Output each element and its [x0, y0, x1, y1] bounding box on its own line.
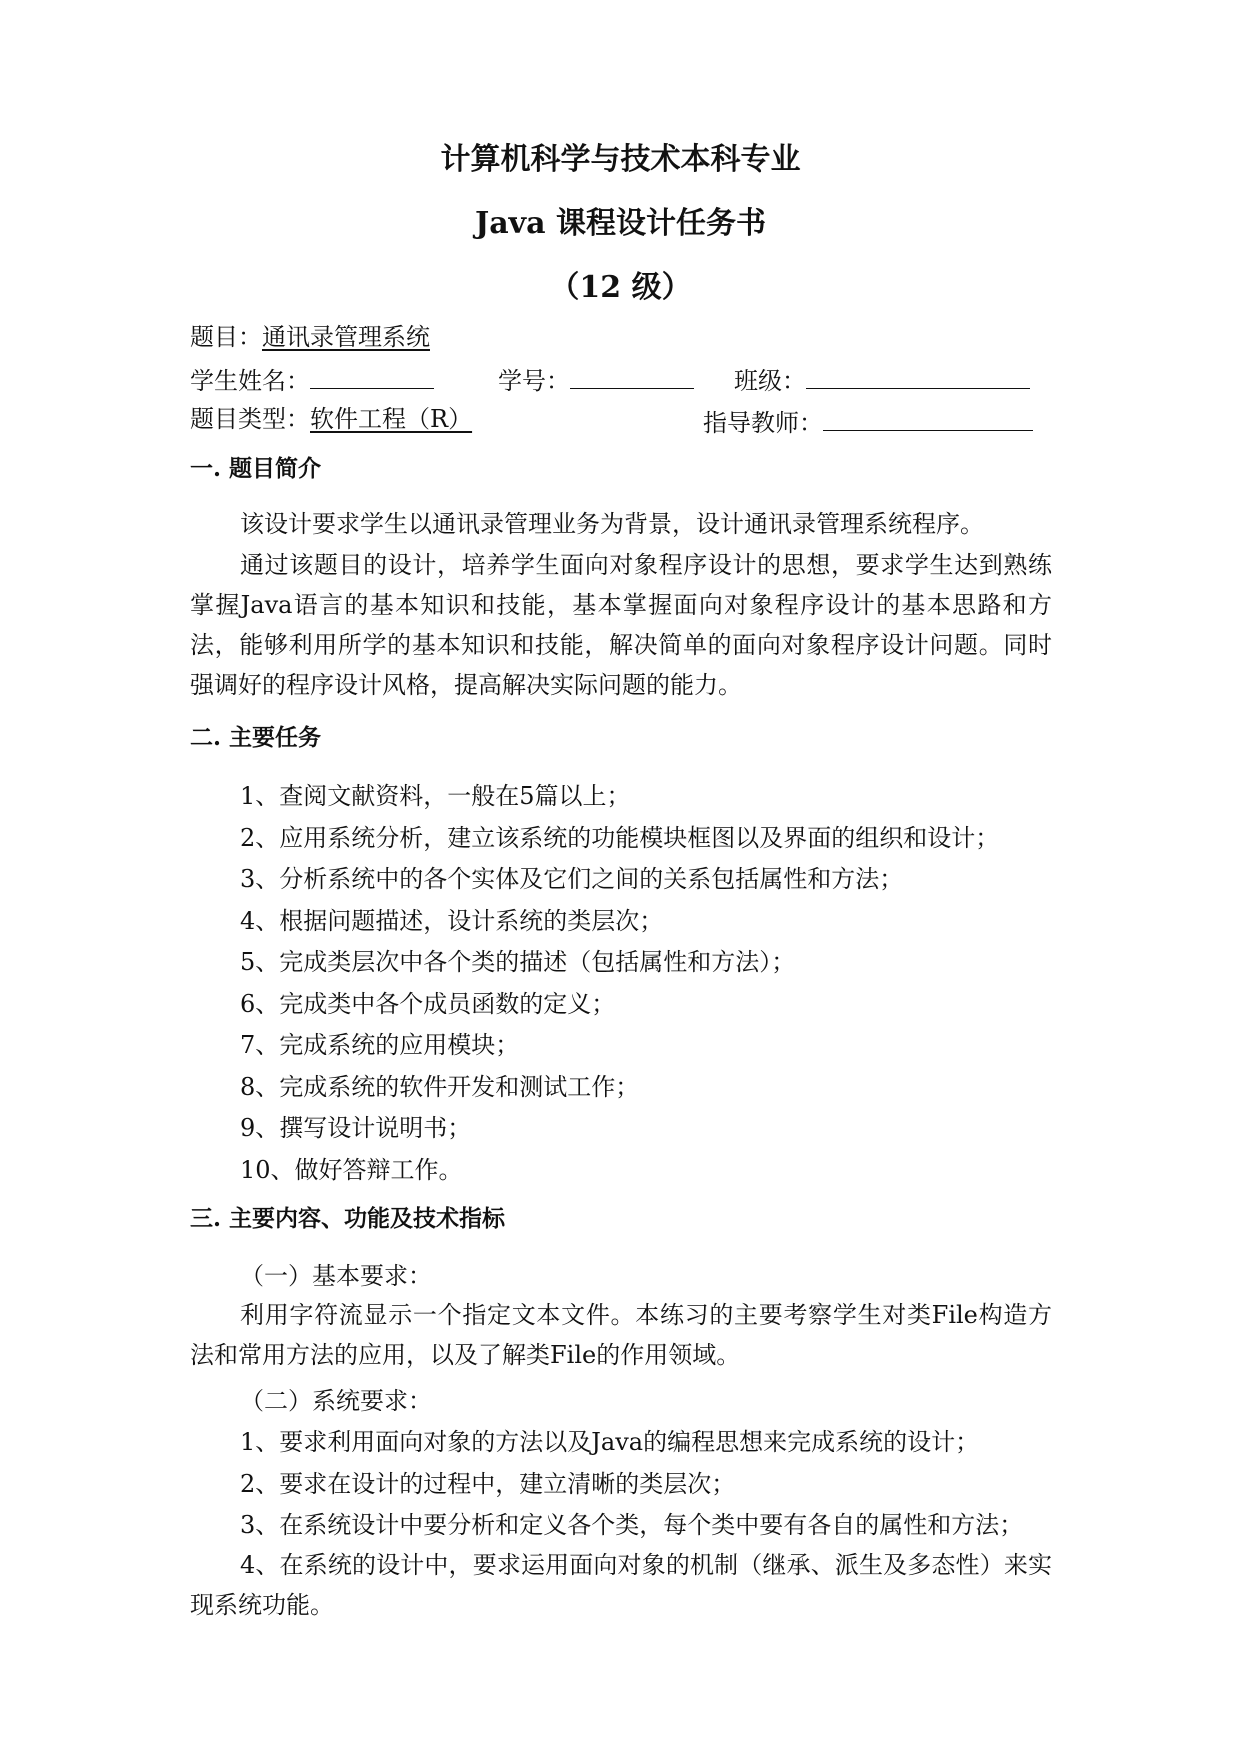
student-id-label: 学号：	[498, 367, 570, 395]
task-item: 2、应用系统分析，建立该系统的功能模块框图以及界面的组织和设计；	[240, 824, 1000, 852]
task-item: 8、完成系统的软件开发和测试工作；	[240, 1073, 640, 1101]
section1-heading: 一. 题目简介	[190, 455, 322, 482]
student-id-line	[498, 362, 694, 396]
student-name-blank	[310, 362, 434, 389]
document-subtitle: Java 课程设计任务书	[475, 206, 766, 241]
topic-type-line	[190, 404, 472, 434]
task-item: 5、完成类层次中各个类的描述（包括属性和方法）；	[240, 948, 796, 976]
class-blank	[806, 362, 1030, 389]
class-label: 班级：	[734, 367, 806, 395]
section2-heading: 二. 主要任务	[190, 724, 322, 751]
class-line	[734, 362, 1030, 396]
document-grade: （12 级）	[549, 270, 692, 305]
requirement-item: 2、要求在设计的过程中，建立清晰的类层次；	[240, 1470, 736, 1498]
basic-requirements-heading: （一）基本要求：	[240, 1262, 432, 1290]
task-item: 1、查阅文献资料，一般在5篇以上；	[240, 782, 631, 810]
topic-type-label: 题目类型：	[190, 405, 310, 433]
basic-requirements-text: 利用字符流显示一个指定文本文件。本练习的主要考察学生对类File构造方法和常用方法的应用，以及了解类File的作用领域。	[190, 1301, 1052, 1369]
system-requirements-heading: （二）系统要求：	[240, 1387, 432, 1415]
section1-paragraph-2: 通过该题目的设计，培养学生面向对象程序设计的思想，要求学生达到熟练掌握Java语言的基本知识和技能，基本掌握面向对象程序设计的基本思路和方法，能够利用所学的基本知识和技能，解决简单的面向对象程序设计问题。同时强调好的程序设计风格，提高解决实际问题的能力。	[190, 551, 1052, 699]
task-item: 3、分析系统中的各个实体及它们之间的关系包括属性和方法；	[240, 865, 904, 893]
section3-heading: 三. 主要内容、功能及技术指标	[190, 1205, 506, 1232]
advisor-label: 指导教师：	[703, 409, 823, 437]
requirement-item: 3、在系统设计中要分析和定义各个类，每个类中要有各自的属性和方法；	[240, 1511, 1024, 1539]
section1-paragraph-1: 该设计要求学生以通讯录管理业务为背景，设计通讯录管理系统程序。	[240, 510, 984, 538]
advisor-line	[703, 404, 1033, 438]
student-id-blank	[570, 362, 694, 389]
requirement-item: 4、在系统的设计中，要求运用面向对象的机制（继承、派生及多态性）来实现系统功能。	[190, 1551, 1052, 1619]
task-item: 7、完成系统的应用模块；	[240, 1031, 520, 1059]
topic-type-value: 软件工程（R）	[310, 405, 473, 433]
student-name-line	[190, 362, 434, 396]
topic-value: 通讯录管理系统	[262, 323, 430, 351]
task-item: 9、撰写设计说明书；	[240, 1114, 472, 1142]
topic-label: 题目：	[190, 323, 262, 351]
task-item: 4、根据问题描述，设计系统的类层次；	[240, 907, 664, 935]
student-name-label: 学生姓名：	[190, 367, 310, 395]
document-title: 计算机科学与技术本科专业	[440, 142, 801, 177]
task-item: 10、做好答辩工作。	[240, 1156, 463, 1184]
topic-line	[190, 322, 430, 352]
task-item: 6、完成类中各个成员函数的定义；	[240, 990, 616, 1018]
requirement-item: 1、要求利用面向对象的方法以及Java的编程思想来完成系统的设计；	[240, 1428, 980, 1456]
advisor-blank	[823, 404, 1033, 431]
